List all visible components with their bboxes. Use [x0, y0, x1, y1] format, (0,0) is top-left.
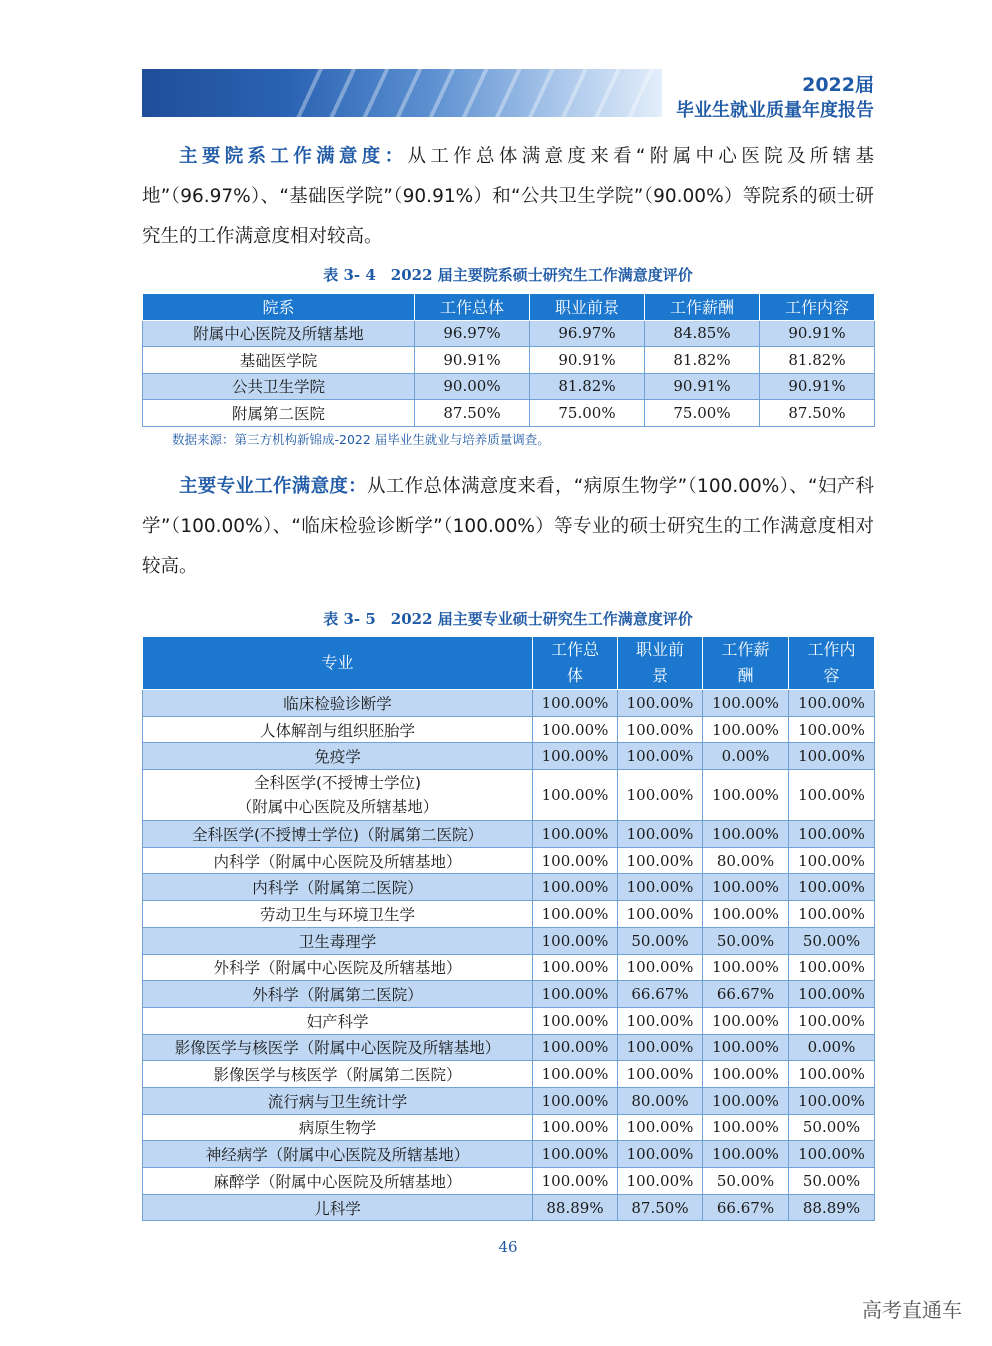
table-row [143, 981, 875, 1008]
table-header-row [143, 294, 875, 321]
value-cell: 100.00% [533, 690, 618, 717]
table-row [143, 320, 875, 347]
value-cell: 100.00% [618, 770, 703, 821]
column-header: 职业前 景 [618, 637, 703, 690]
value-cell: 50.00% [789, 927, 875, 954]
page-number: 46 [498, 1238, 518, 1256]
value-cell: 100.00% [789, 1061, 875, 1088]
table-row [143, 770, 875, 821]
value-cell: 100.00% [533, 1087, 618, 1114]
value-cell: 100.00% [703, 716, 789, 743]
value-cell: 100.00% [789, 821, 875, 848]
table-header-row [143, 637, 875, 690]
value-cell: 90.91% [760, 373, 875, 400]
row-label-cell: 病原生物学 [143, 1114, 533, 1141]
row-label-cell: 影像医学与核医学（附属中心医院及所辖基地） [143, 1034, 533, 1061]
value-cell: 100.00% [618, 954, 703, 981]
value-cell: 100.00% [533, 1007, 618, 1034]
column-header: 院系 [143, 294, 415, 321]
column-header: 工作总 体 [533, 637, 618, 690]
column-header: 工作总体 [415, 294, 530, 321]
table-row [143, 400, 875, 427]
row-label-cell: 附属中心医院及所辖基地 [143, 320, 415, 347]
value-cell: 100.00% [618, 874, 703, 901]
row-label-cell: 全科医学(不授博士学位)（附属第二医院） [143, 821, 533, 848]
value-cell: 100.00% [703, 1007, 789, 1034]
value-cell: 88.89% [533, 1194, 618, 1221]
value-cell: 100.00% [789, 981, 875, 1008]
value-cell: 100.00% [703, 1034, 789, 1061]
paragraph-text: 从工作总体满意度来看，“病原生物学”（100.00%）、“妇产科学”（100.00%）、“临床检验诊断学”（100.00%）等专业的硕士研究生的工作满意度相对较高。 [142, 476, 874, 577]
value-cell: 100.00% [618, 1034, 703, 1061]
value-cell: 100.00% [789, 743, 875, 770]
value-cell: 100.00% [533, 1034, 618, 1061]
value-cell: 100.00% [703, 954, 789, 981]
value-cell: 90.91% [415, 347, 530, 374]
value-cell: 84.85% [645, 320, 760, 347]
row-label-cell: 卫生毒理学 [143, 927, 533, 954]
value-cell: 100.00% [618, 716, 703, 743]
row-label-cell: 全科医学(不授博士学位) （附属中心医院及所辖基地） [143, 770, 533, 821]
row-label-cell: 内科学（附属第二医院） [143, 874, 533, 901]
value-cell: 90.00% [415, 373, 530, 400]
value-cell: 100.00% [618, 743, 703, 770]
value-cell: 100.00% [789, 1007, 875, 1034]
column-header: 工作薪酬 [645, 294, 760, 321]
value-cell: 66.67% [618, 981, 703, 1008]
value-cell: 100.00% [703, 1061, 789, 1088]
value-cell: 75.00% [645, 400, 760, 427]
value-cell: 50.00% [618, 927, 703, 954]
report-year: 2022届 [802, 74, 874, 96]
value-cell: 100.00% [618, 1114, 703, 1141]
header-banner-stripes [290, 69, 662, 117]
row-label-cell: 麻醉学（附属中心医院及所辖基地） [143, 1168, 533, 1195]
column-header: 工作内容 [760, 294, 875, 321]
value-cell: 100.00% [533, 954, 618, 981]
value-cell: 100.00% [533, 1114, 618, 1141]
value-cell: 100.00% [533, 847, 618, 874]
table-row [143, 1114, 875, 1141]
row-label-cell: 儿科学 [143, 1194, 533, 1221]
value-cell: 100.00% [533, 743, 618, 770]
value-cell: 100.00% [618, 1061, 703, 1088]
paragraph-text: 从工作总体满意度来看“附属中心医院及所辖基地”（96.97%）、“基础医学院”（90.91%）和“公共卫生学院”（90.00%）等院系的硕士研究生的工作满意度相对较高。 [142, 146, 874, 247]
value-cell: 100.00% [618, 821, 703, 848]
table-row [143, 743, 875, 770]
value-cell: 100.00% [618, 1168, 703, 1195]
value-cell: 100.00% [533, 821, 618, 848]
value-cell: 50.00% [789, 1168, 875, 1195]
value-cell: 81.82% [645, 347, 760, 374]
value-cell: 100.00% [703, 1114, 789, 1141]
table-row [143, 1007, 875, 1034]
row-label-cell: 附属第二医院 [143, 400, 415, 427]
value-cell: 100.00% [703, 770, 789, 821]
value-cell: 100.00% [533, 874, 618, 901]
table-row [143, 821, 875, 848]
value-cell: 87.50% [760, 400, 875, 427]
paragraph-major-satisfaction [142, 467, 874, 587]
value-cell: 96.97% [530, 320, 645, 347]
row-label-cell: 免疫学 [143, 743, 533, 770]
value-cell: 50.00% [703, 927, 789, 954]
value-cell: 87.50% [618, 1194, 703, 1221]
value-cell: 100.00% [533, 1168, 618, 1195]
table-row [143, 1061, 875, 1088]
major-satisfaction-table [142, 636, 875, 1221]
paragraph-department-satisfaction [142, 137, 874, 257]
value-cell: 100.00% [789, 1141, 875, 1168]
value-cell: 90.91% [530, 347, 645, 374]
value-cell: 100.00% [789, 716, 875, 743]
value-cell: 100.00% [618, 690, 703, 717]
value-cell: 81.82% [760, 347, 875, 374]
value-cell: 88.89% [789, 1194, 875, 1221]
table-row [143, 1194, 875, 1221]
watermark: 高考直通车 [862, 1298, 962, 1322]
value-cell: 80.00% [618, 1087, 703, 1114]
value-cell: 100.00% [703, 821, 789, 848]
column-header: 专业 [143, 637, 533, 690]
value-cell: 100.00% [789, 901, 875, 928]
value-cell: 100.00% [618, 847, 703, 874]
row-label-cell: 基础医学院 [143, 347, 415, 374]
row-label-cell: 劳动卫生与环境卫生学 [143, 901, 533, 928]
table-row [143, 716, 875, 743]
row-label-cell: 公共卫生学院 [143, 373, 415, 400]
column-header: 工作内 容 [789, 637, 875, 690]
value-cell: 0.00% [789, 1034, 875, 1061]
report-title: 毕业生就业质量年度报告 [676, 100, 874, 121]
table-row [143, 954, 875, 981]
table-row [143, 1141, 875, 1168]
value-cell: 100.00% [533, 716, 618, 743]
row-label-cell: 神经病学（附属中心医院及所辖基地） [143, 1141, 533, 1168]
table-row [143, 1168, 875, 1195]
value-cell: 75.00% [530, 400, 645, 427]
row-label-cell: 流行病与卫生统计学 [143, 1087, 533, 1114]
value-cell: 50.00% [703, 1168, 789, 1195]
value-cell: 100.00% [789, 874, 875, 901]
value-cell: 100.00% [533, 901, 618, 928]
data-source-note: 数据来源：第三方机构新锦成-2022 届毕业生就业与培养质量调查。 [172, 432, 550, 447]
value-cell: 90.91% [760, 320, 875, 347]
value-cell: 81.82% [530, 373, 645, 400]
value-cell: 100.00% [533, 981, 618, 1008]
value-cell: 100.00% [789, 954, 875, 981]
value-cell: 100.00% [533, 927, 618, 954]
value-cell: 100.00% [789, 1087, 875, 1114]
value-cell: 50.00% [789, 1114, 875, 1141]
column-header: 职业前景 [530, 294, 645, 321]
value-cell: 100.00% [533, 770, 618, 821]
value-cell: 100.00% [703, 1087, 789, 1114]
table-row [143, 874, 875, 901]
row-label-cell: 外科学（附属中心医院及所辖基地） [143, 954, 533, 981]
value-cell: 100.00% [789, 847, 875, 874]
value-cell: 87.50% [415, 400, 530, 427]
table-row [143, 847, 875, 874]
table1-caption: 表 3- 4 2022 届主要院系硕士研究生工作满意度评价 [323, 266, 693, 284]
value-cell: 0.00% [703, 743, 789, 770]
row-label-cell: 妇产科学 [143, 1007, 533, 1034]
paragraph-lead: 主要专业工作满意度： [179, 476, 367, 497]
table-row [143, 347, 875, 374]
value-cell: 96.97% [415, 320, 530, 347]
column-header: 工作薪 酬 [703, 637, 789, 690]
table-row [143, 1034, 875, 1061]
department-satisfaction-table [142, 293, 875, 427]
value-cell: 100.00% [618, 1141, 703, 1168]
value-cell: 100.00% [533, 1141, 618, 1168]
value-cell: 100.00% [618, 1007, 703, 1034]
value-cell: 100.00% [618, 901, 703, 928]
value-cell: 100.00% [789, 690, 875, 717]
value-cell: 100.00% [703, 874, 789, 901]
row-label-cell: 外科学（附属第二医院） [143, 981, 533, 1008]
row-label-cell: 临床检验诊断学 [143, 690, 533, 717]
table-row [143, 373, 875, 400]
value-cell: 66.67% [703, 1194, 789, 1221]
value-cell: 100.00% [533, 1061, 618, 1088]
table-row [143, 901, 875, 928]
value-cell: 100.00% [789, 770, 875, 821]
value-cell: 66.67% [703, 981, 789, 1008]
row-label-cell: 内科学（附属中心医院及所辖基地） [143, 847, 533, 874]
row-label-cell: 人体解剖与组织胚胎学 [143, 716, 533, 743]
value-cell: 100.00% [703, 901, 789, 928]
table-row [143, 690, 875, 717]
row-label-cell: 影像医学与核医学（附属第二医院） [143, 1061, 533, 1088]
table-row [143, 1087, 875, 1114]
value-cell: 100.00% [703, 690, 789, 717]
paragraph-lead: 主要院系工作满意度： [179, 146, 408, 167]
table2-caption: 表 3- 5 2022 届主要专业硕士研究生工作满意度评价 [323, 610, 693, 628]
value-cell: 100.00% [703, 1141, 789, 1168]
value-cell: 90.91% [645, 373, 760, 400]
table-row [143, 927, 875, 954]
value-cell: 80.00% [703, 847, 789, 874]
